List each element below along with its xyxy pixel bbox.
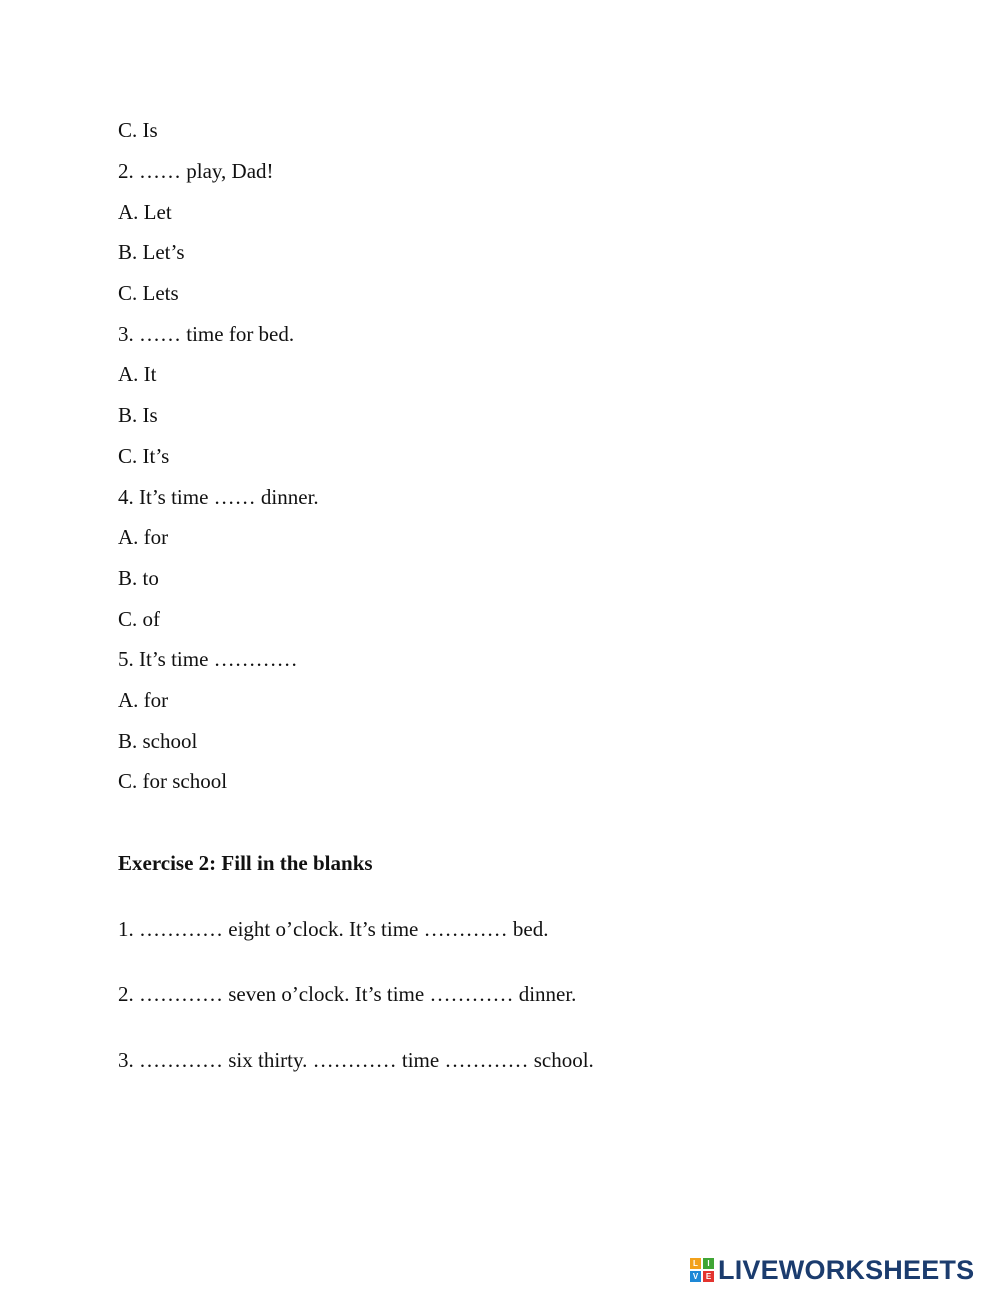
option-c-is: C. Is xyxy=(118,118,158,142)
option-a: A. for xyxy=(118,525,169,549)
logo-square-i: I xyxy=(703,1258,714,1269)
fill-blank-1: 1. ………… eight o’clock. It’s time ………… bed. xyxy=(118,917,549,941)
logo-square-v: V xyxy=(690,1271,701,1282)
option-c: C. for school xyxy=(118,769,228,793)
liveworksheets-logo-icon xyxy=(690,1258,714,1282)
question-5: 5. It’s time ………… xyxy=(118,647,298,671)
liveworksheets-logo xyxy=(690,1252,974,1288)
option-c: C. Lets xyxy=(118,281,179,305)
option-a: A. It xyxy=(118,362,157,386)
liveworksheets-logo-text: LIVEWORKSHEETS xyxy=(718,1254,975,1285)
option-a: A. Let xyxy=(118,200,172,224)
option-b: B. school xyxy=(118,729,198,753)
option-b: B. Is xyxy=(118,403,158,427)
question-3: 3. …… time for bed. xyxy=(118,322,295,346)
fill-blank-2: 2. ………… seven o’clock. It’s time ………… dinner. xyxy=(118,982,577,1006)
option-c: C. It’s xyxy=(118,444,170,468)
option-a: A. for xyxy=(118,688,169,712)
exercise-2-heading: Exercise 2: Fill in the blanks xyxy=(118,851,373,875)
logo-square-l: L xyxy=(690,1258,701,1269)
question-2: 2. …… play, Dad! xyxy=(118,159,274,183)
option-b: B. Let’s xyxy=(118,240,185,264)
logo-square-e: E xyxy=(703,1271,714,1282)
fill-blank-3: 3. ………… six thirty. ………… time ………… school. xyxy=(118,1048,594,1072)
option-c: C. of xyxy=(118,607,160,631)
option-b: B. to xyxy=(118,566,159,590)
question-4: 4. It’s time …… dinner. xyxy=(118,485,319,509)
